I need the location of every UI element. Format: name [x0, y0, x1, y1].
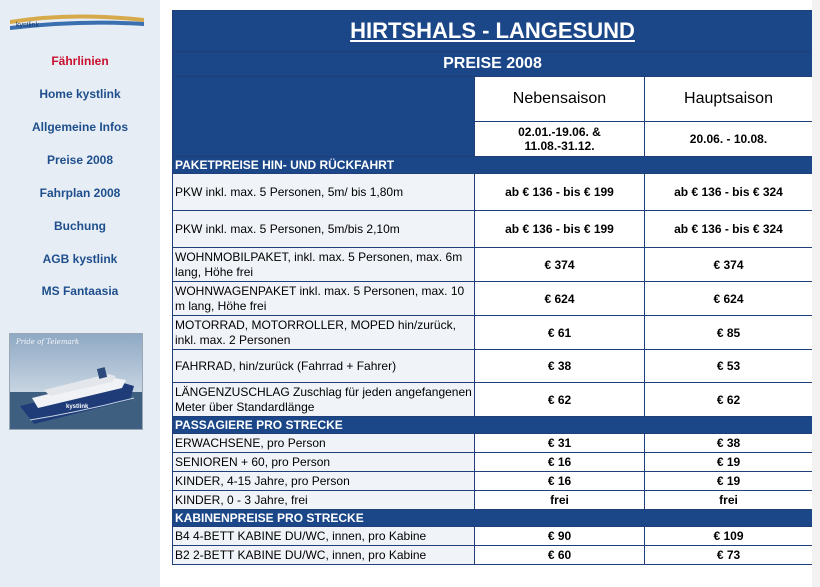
table-row: WOHNWAGENPAKET inkl. max. 5 Personen, max. 10 m lang, Höhe frei € 624 € 624 — [173, 282, 813, 316]
table-row: MOTORRAD, MOTORROLLER, MOPED hin/zurück, inkl. max. 2 Personen € 61 € 85 — [173, 316, 813, 350]
window-scrollbar[interactable] — [812, 0, 820, 587]
sidebar — [0, 0, 160, 587]
nav-preise-2008[interactable]: Preise 2008 — [46, 153, 114, 167]
nav-buchung[interactable]: Buchung — [54, 219, 106, 233]
section-header-paketpreise: PAKETPREISE HIN- UND RÜCKFAHRT — [173, 157, 813, 174]
section-header-kabinenpreise: KABINENPREISE PRO STRECKE — [173, 510, 813, 527]
dates-hauptsaison: 20.06. - 10.08. — [645, 122, 813, 157]
price-table-container — [172, 10, 812, 565]
nav-allgemeine-infos[interactable]: Allgemeine Infos — [31, 120, 129, 134]
header-blank-cell — [173, 77, 475, 157]
table-row: PKW inkl. max. 5 Personen, 5m/ bis 1,80m ab € 136 - bis € 199 ab € 136 - bis € 324 — [173, 174, 813, 211]
logo-text: kystlink — [16, 22, 39, 29]
table-row: KINDER, 0 - 3 Jahre, frei frei frei — [173, 491, 813, 510]
page-subtitle: PREISE 2008 — [173, 52, 813, 77]
table-row: FAHRRAD, hin/zurück (Fahrrad + Fahrer) € 38 € 53 — [173, 350, 813, 383]
section-header-passagiere: PASSAGIERE PRO STRECKE — [173, 417, 813, 434]
column-header-nebensaison: Nebensaison — [475, 77, 645, 122]
ship-hull-text: kystlink — [66, 404, 89, 410]
price-table — [172, 10, 813, 565]
table-row: B2 2-BETT KABINE DU/WC, innen, pro Kabine € 60 € 73 — [173, 546, 813, 565]
table-row: KINDER, 4-15 Jahre, pro Person € 16 € 19 — [173, 472, 813, 491]
nav-faehrlinien[interactable]: Fährlinien — [51, 54, 109, 68]
nav-fahrplan-2008[interactable]: Fahrplan 2008 — [39, 186, 121, 200]
table-row: B4 4-BETT KABINE DU/WC, innen, pro Kabine € 90 € 109 — [173, 527, 813, 546]
page-title: HIRTSHALS - LANGESUND — [173, 11, 813, 52]
table-row: SENIOREN + 60, pro Person € 16 € 19 — [173, 453, 813, 472]
ferry-picture — [10, 334, 142, 429]
table-row: ERWACHSENE, pro Person € 31 € 38 — [173, 434, 813, 453]
ship-image — [9, 333, 143, 430]
column-header-hauptsaison: Hauptsaison — [645, 77, 813, 122]
dates-nebensaison: 02.01.-19.06. & 11.08.-31.12. — [475, 122, 645, 157]
ship-caption: Pride of Telemark — [16, 338, 80, 346]
table-row: WOHNMOBILPAKET, inkl. max. 5 Personen, max. 6m lang, Höhe frei € 374 € 374 — [173, 248, 813, 282]
kystlink-logo[interactable] — [10, 12, 144, 38]
nav-home-kystlink[interactable]: Home kystlink — [39, 87, 121, 101]
table-row: LÄNGENZUSCHLAG Zuschlag für jeden angefangenen Meter über Standardlänge € 62 € 62 — [173, 383, 813, 417]
nav-ms-fantaasia[interactable]: MS Fantaasia — [41, 284, 119, 298]
nav-agb-kystlink[interactable]: AGB kystlink — [42, 252, 118, 266]
table-row: PKW inkl. max. 5 Personen, 5m/bis 2,10m ab € 136 - bis € 199 ab € 136 - bis € 324 — [173, 211, 813, 248]
